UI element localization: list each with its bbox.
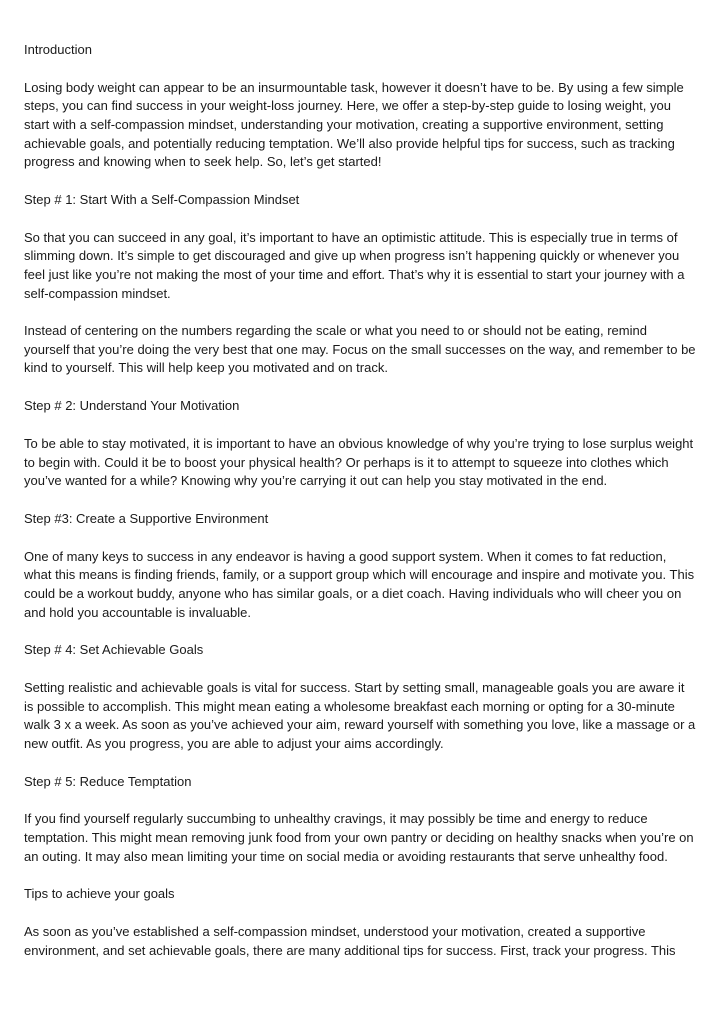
step3-paragraph: One of many keys to success in any endeavor is having a good support system. When it comes to fat reduction, what this means is finding friends, family, or a support group which will encourage and inspire and motivate you. This could be a workout buddy, anyone who has similar goals, or a diet coach. Having individuals who will cheer you on and hold you accountable is invaluable.: [24, 548, 695, 620]
intro-heading: Introduction: [24, 42, 92, 57]
step4-heading: Step # 4: Set Achievable Goals: [24, 642, 204, 658]
step5-heading: Step # 5: Reduce Temptation: [24, 773, 192, 789]
tips-paragraph: As soon as you’ve established a self-compassion mindset, understood your motivation, created a supportive environment, and set achievable goals, there are many additional tips for success. First, track your progress. This: [24, 924, 676, 958]
step1-paragraph-2: Instead of centering on the numbers regarding the scale or what you need to or should not be eating, remind yourself that you’re doing the very best that one may. Focus on the small successes on the way, and remember to be kind to yourself. This will help keep you motivated and on track.: [24, 323, 696, 376]
step4-paragraph: Setting realistic and achievable goals is vital for success. Start by setting small, manageable goals you are aware it is possible to accomplish. This might mean eating a wholesome breakfast each morning or opting for a 30-minute walk 3 x a week. As soon as you’ve achieved your aim, reward yourself with something you love, like a massage or a new outfit. As you progress, you are able to adjust your aims accordingly.: [24, 680, 696, 751]
step5-paragraph: If you find yourself regularly succumbing to unhealthy cravings, it may possibly be time and energy to reduce temptation. This might mean removing junk food from your own pantry or deciding on healthy snacks when you’re on an outing. It may also mean limiting your time on social media or avoiding restaurants that serve unhealthy food.: [24, 811, 694, 864]
tips-heading: Tips to achieve your goals: [24, 886, 175, 902]
step1-paragraph-1: So that you can succeed in any goal, it’s important to have an optimistic attitude. This is especially true in terms of slimming down. It’s simple to get discouraged and give up when progress isn’t happening quickly or whenever you feel just like you’re not making the most of your time and effort. That’s why it is essential to start your journey with a self-compassion mindset.: [24, 229, 685, 301]
step2-paragraph: To be able to stay motivated, it is important to have an obvious knowledge of why you’re trying to lose surplus weight to begin with. Could it be to boost your physical health? Or perhaps is it to attempt to squeeze into clothes which you’ve wanted for a while? Knowing why you’re carrying it out can help you stay motivated in the end.: [24, 436, 694, 489]
document-page: [24, 41, 696, 980]
intro-paragraph: Losing body weight can appear to be an insurmountable task, however it doesn’t have to be. By using a few simple steps, you can find success in your weight-loss journey. Here, we offer a step-by-step guide to losing weight, you start with a self-compassion mindset, understanding your motivation, creating a supportive environment, setting achievable goals, and potentially reducing temptation. We’ll also provide helpful tips for success, such as tracking progress and knowing when to seek help. So, let’s get started!: [24, 79, 684, 170]
step1-heading: Step # 1: Start With a Self-Compassion Mindset: [24, 191, 300, 207]
step3-heading: Step #3: Create a Supportive Environment: [24, 511, 269, 526]
step2-heading: Step # 2: Understand Your Motivation: [24, 398, 240, 414]
